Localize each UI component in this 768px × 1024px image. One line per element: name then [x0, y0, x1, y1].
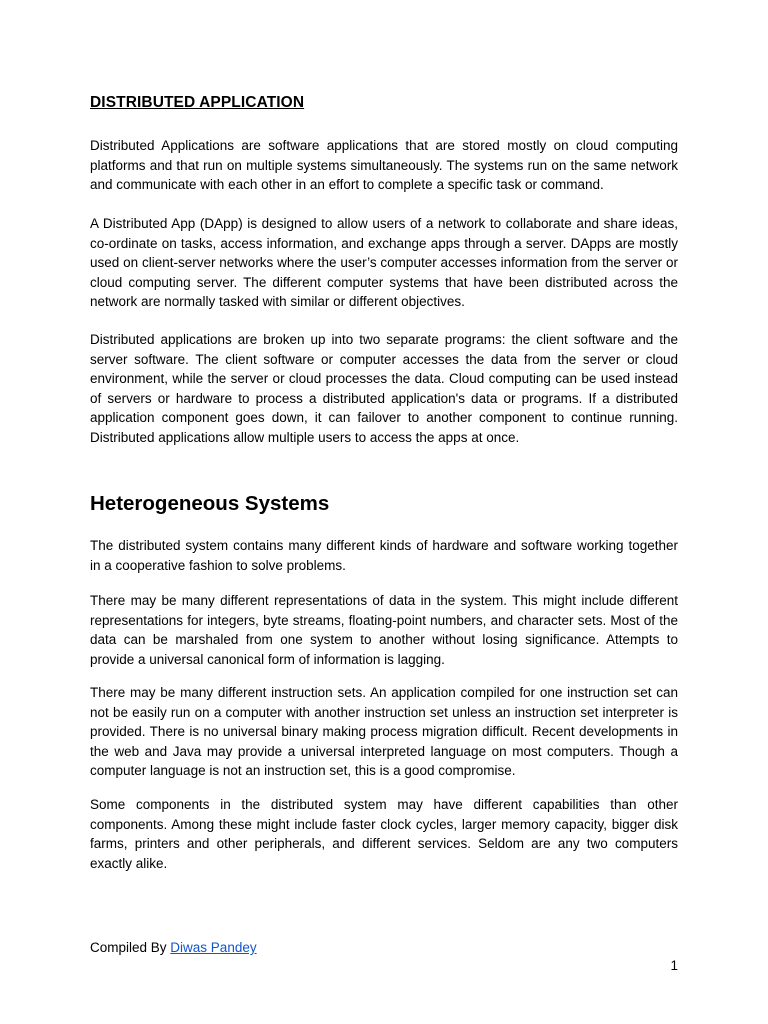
compiled-by-label: Compiled By [90, 940, 171, 955]
footer-compiled-by [90, 938, 257, 957]
document-page [90, 0, 678, 1024]
paragraph-data-representations: There may be many different representations of data in the system. This might include different representations for integers, byte streams, floating-point numbers, and character sets. Most of the data can be marshaled from one system to another without losing significance. Attempts to provide a universal canonical form of information is lagging. [90, 593, 678, 667]
paragraph-component-capabilities: Some components in the distributed system may have different capabilities than other components. Among these might include faster clock cycles, larger memory capacity, bigger disk farms, printers and other peripherals, and different services. Seldom are any two computers exactly alike. [90, 797, 678, 871]
paragraph-distributed-apps-intro: Distributed Applications are software applications that are stored mostly on cloud computing platforms and that run on multiple systems simultaneously. The systems run on the same network and communicate with each other in an effort to complete a specific task or command. [90, 138, 678, 192]
paragraph-dapp-description: A Distributed App (DApp) is designed to allow users of a network to collaborate and share ideas, co-ordinate on tasks, access information, and exchange apps through a server. DApps are mostly used on client-server networks where the user’s computer accesses information from the server or cloud computing server. The different computer systems that have been distributed across the network are normally tasked with similar or different objectives. [90, 216, 678, 309]
paragraph-client-server-programs: Distributed applications are broken up into two separate programs: the client software and the server software. The client software or computer accesses the data from the server or cloud environment, while the server or cloud processes the data. Cloud computing can be used instead of servers or hardware to process a distributed application's data or programs. If a distributed application component goes down, it can failover to another component to continue running. Distributed applications allow multiple users to access the apps at once. [90, 332, 678, 445]
author-link[interactable]: Diwas Pandey [170, 940, 257, 955]
section-title-heterogeneous-systems: Heterogeneous Systems [90, 492, 330, 515]
section-title-distributed-application: DISTRIBUTED APPLICATION [90, 94, 305, 111]
paragraph-instruction-sets: There may be many different instruction sets. An application compiled for one instruction set can not be easily run on a computer with another instruction set unless an instruction set interpreter is provided. There is no universal binary making process migration difficult. Recent developments in the web and Java may provide a universal interpreted language on most computers. Though a computer language is not an instruction set, this is a good compromise. [90, 685, 678, 778]
paragraph-heterogeneous-intro: The distributed system contains many different kinds of hardware and software working together in a cooperative fashion to solve problems. [90, 538, 678, 573]
page-number: 1 [670, 958, 678, 973]
